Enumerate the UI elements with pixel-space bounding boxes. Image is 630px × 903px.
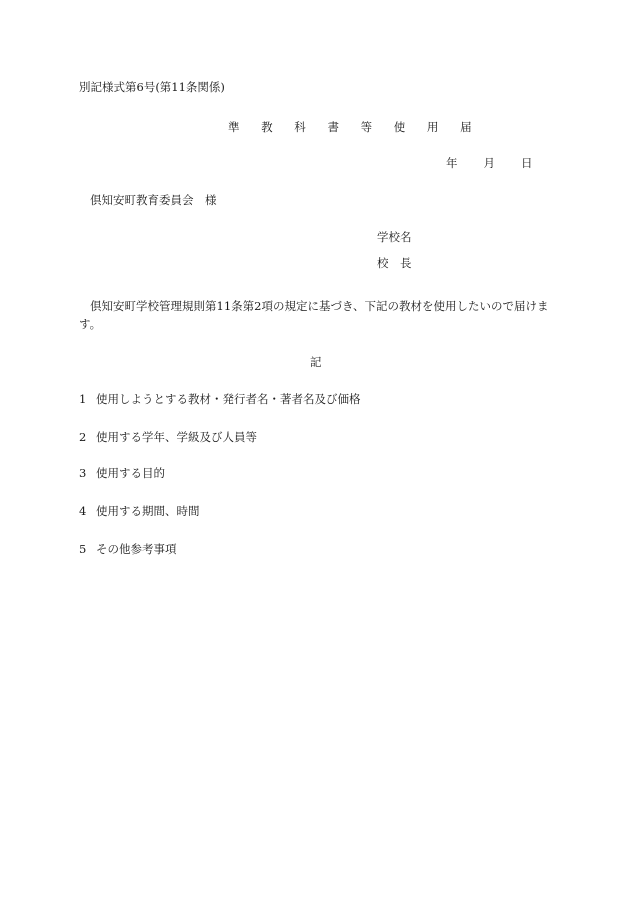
list-item xyxy=(79,503,200,521)
form-reference: 別記様式第6号(第11条関係) xyxy=(79,80,225,94)
item-number: 1 xyxy=(79,392,87,406)
list-item xyxy=(79,465,165,483)
date-line xyxy=(446,155,533,173)
document-title: 準 教 科 書 等 使 用 届 xyxy=(228,120,481,134)
item-text: 使用する学年、学級及び人員等 xyxy=(96,430,257,444)
day-label: 日 xyxy=(521,156,533,170)
month-label: 月 xyxy=(483,156,495,170)
item-text: 使用する期間、時間 xyxy=(96,504,200,518)
list-item xyxy=(79,541,177,559)
item-text: 使用しようとする教材・発行者名・著者名及び価格 xyxy=(96,392,361,406)
item-number: 3 xyxy=(79,466,87,480)
ki-heading: 記 xyxy=(310,355,322,369)
item-number: 2 xyxy=(79,430,87,444)
principal-label: 校 長 xyxy=(377,256,412,270)
item-number: 5 xyxy=(79,542,87,556)
recipient: 倶知安町教育委員会 様 xyxy=(90,193,217,207)
item-text: その他参考事項 xyxy=(96,542,177,556)
year-label: 年 xyxy=(446,156,458,170)
list-item xyxy=(79,429,257,447)
list-item xyxy=(79,391,361,409)
item-number: 4 xyxy=(79,504,87,518)
school-name-label: 学校名 xyxy=(377,230,412,244)
body-text: 倶知安町学校管理規則第11条第2項の規定に基づき、下記の教材を使用したいので届けます。 xyxy=(79,299,549,332)
item-text: 使用する目的 xyxy=(96,466,165,480)
